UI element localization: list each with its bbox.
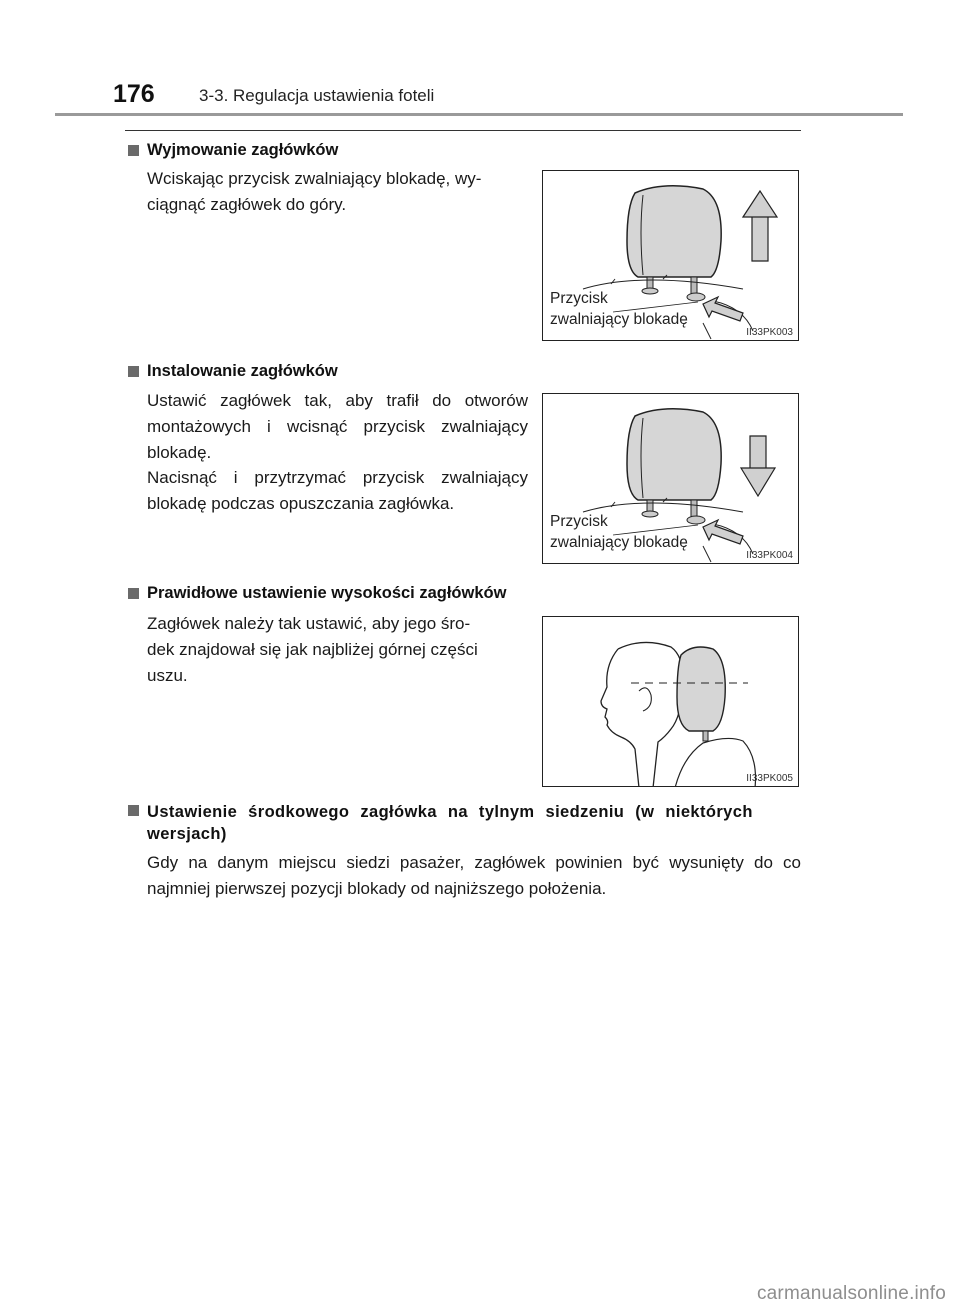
heading-text: Instalowanie zagłówków [147, 362, 338, 380]
heading-text: Wyjmowanie zagłówków [147, 141, 339, 159]
section-heading-rear-center [128, 801, 798, 845]
head-position-illustration [543, 617, 799, 787]
square-bullet-icon [128, 805, 139, 816]
figure-code: II33PK005 [746, 773, 793, 784]
figure-label-line2: zwalniający blokadę [550, 534, 688, 551]
paragraph-install-1: Ustawić zagłówek tak, aby trafił do otworów montażowych i wcisnąć przycisk zwalniający blokadę. [147, 391, 528, 462]
heading-text: Prawidłowe ustawienie wysokości zagłówków [147, 584, 507, 602]
figure-code: II33PK004 [746, 550, 793, 561]
section-heading-install [128, 362, 338, 381]
paragraph-rear-center: Gdy na danym miejscu siedzi pasażer, zagłówek powinien być wysunięty do co najmniej pierwszej pozycji blokady od najniższego położenia. [147, 853, 801, 898]
figure-headrest-height [542, 616, 799, 787]
figure-label-line2: zwalniający blokadę [550, 311, 688, 328]
paragraph-height: Zagłówek należy tak ustawić, aby jego śro- dek znajdował się jak najbliżej górnej części uszu. [147, 614, 478, 685]
figure-headrest-install [542, 393, 799, 564]
figure-code: II33PK003 [746, 327, 793, 338]
figure-label-line1: Przycisk [550, 290, 608, 307]
paragraph-install-2: Nacisnąć i przytrzymać przycisk zwalniający blokadę podczas opuszczania zagłówka. [147, 468, 528, 513]
section-heading-remove [128, 141, 338, 160]
heading-text: Ustawienie środkowego zagłówka na tylnym siedzeniu (w niektórych wersjach) [147, 803, 753, 843]
section-heading-height [128, 584, 506, 603]
watermark: carmanualsonline.info [756, 1283, 946, 1304]
header-divider [55, 113, 903, 116]
figure-headrest-remove [542, 170, 799, 341]
section-title: 3-3. Regulacja ustawienia foteli [199, 86, 435, 105]
figure-label-line1: Przycisk [550, 513, 608, 530]
page-number: 176 [113, 80, 155, 108]
square-bullet-icon [128, 588, 139, 599]
content-divider [125, 130, 801, 131]
square-bullet-icon [128, 145, 139, 156]
paragraph-remove: Wciskając przycisk zwalniający blokadę, wy- ciągnąć zagłówek do góry. [147, 169, 482, 214]
square-bullet-icon [128, 366, 139, 377]
